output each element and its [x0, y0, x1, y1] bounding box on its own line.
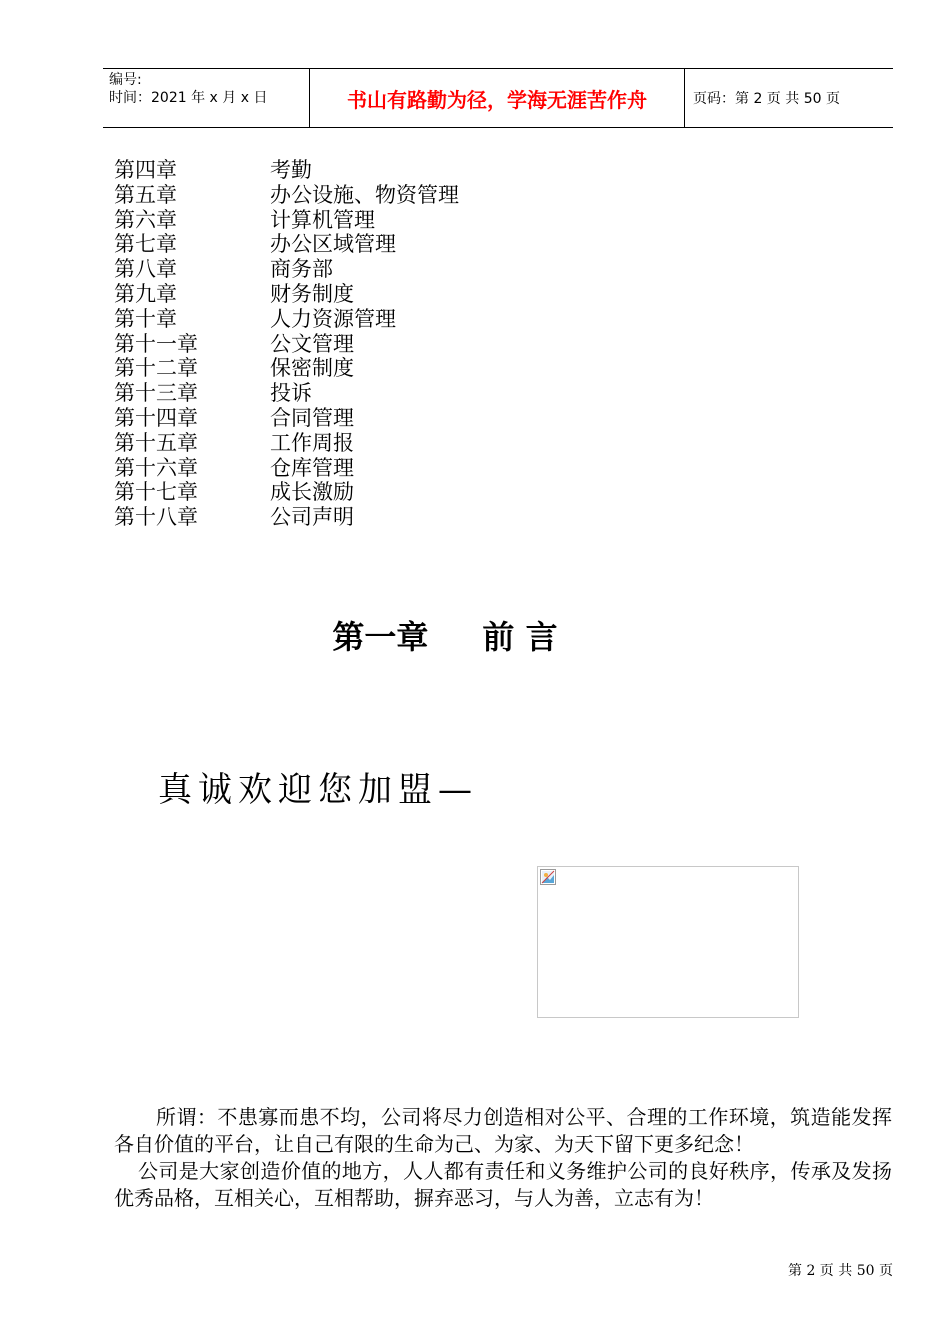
- time-label: 时间：2021 年 x 月 x 日: [109, 90, 268, 106]
- toc-chapter: 第十六章: [114, 455, 198, 480]
- toc-chapter: 第十七章: [114, 480, 198, 505]
- toc-title: 人力资源管理: [270, 306, 396, 331]
- toc-chapter: 第八章: [114, 257, 177, 282]
- toc-chapter: 第十二章: [114, 356, 198, 381]
- welcome-heading: 真诚欢迎您加盟—: [158, 770, 478, 810]
- toc-item: [114, 505, 459, 530]
- body-text: [114, 1104, 892, 1212]
- toc-chapter: 第十三章: [114, 381, 198, 406]
- header-page-info: 页码：第 2 页 共 50 页: [693, 91, 840, 107]
- toc-title: 考勤: [270, 158, 312, 182]
- toc-title: 财务制度: [270, 281, 354, 306]
- toc-chapter: 第十五章: [114, 430, 198, 455]
- header-meta: [103, 69, 310, 127]
- toc-item: [114, 431, 459, 456]
- toc-title: 计算机管理: [270, 207, 375, 232]
- toc-item: [114, 456, 459, 481]
- toc-chapter: 第九章: [114, 281, 177, 306]
- toc-item: [114, 208, 459, 233]
- toc-title: 公司声明: [270, 505, 354, 530]
- toc-item: [114, 183, 459, 208]
- toc-item: [114, 332, 459, 357]
- toc-title: 仓库管理: [270, 455, 354, 480]
- toc-item: [114, 406, 459, 431]
- toc-title: 商务部: [270, 257, 333, 282]
- section-chapter: 第一章: [332, 618, 429, 656]
- paragraph: 所谓：不患寡而患不均，公司将尽力创造相对公平、合理的工作环境，筑造能发挥各自价值的平台，让自己有限的生命为己、为家、为天下留下更多纪念！: [114, 1105, 892, 1156]
- toc-item: [114, 356, 459, 381]
- toc-chapter: 第六章: [114, 207, 177, 232]
- toc-chapter: 第十四章: [114, 405, 198, 430]
- toc-item: [114, 282, 459, 307]
- toc-chapter: 第五章: [114, 182, 177, 207]
- toc-item: [114, 307, 459, 332]
- toc-title: 办公设施、物资管理: [270, 182, 459, 207]
- toc-chapter: 第十八章: [114, 505, 198, 530]
- toc-title: 工作周报: [270, 430, 354, 455]
- table-of-contents: [114, 158, 459, 530]
- toc-chapter: 第十章: [114, 306, 177, 331]
- toc-chapter: 第四章: [114, 158, 177, 182]
- page-footer: 第 2 页 共 50 页: [788, 1263, 893, 1279]
- section-title: [0, 612, 890, 658]
- toc-title: 保密制度: [270, 356, 354, 381]
- image-placeholder: [537, 866, 799, 1018]
- toc-item: [114, 480, 459, 505]
- toc-item: [114, 158, 459, 183]
- toc-title: 成长激励: [270, 480, 354, 505]
- toc-title: 合同管理: [270, 405, 354, 430]
- toc-item: [114, 257, 459, 282]
- broken-image-icon: [540, 869, 556, 885]
- toc-title: 公文管理: [270, 331, 354, 356]
- toc-chapter: 第十一章: [114, 331, 198, 356]
- paragraph: 公司是大家创造价值的地方，人人都有责任和义务维护公司的良好秩序，传承及发扬优秀品格，互相关心，互相帮助，摒弃恶习，与人为善，立志有为！: [114, 1159, 892, 1210]
- toc-chapter: 第七章: [114, 232, 177, 257]
- toc-title: 投诉: [270, 381, 312, 406]
- toc-item: [114, 381, 459, 406]
- serial-label: 编号:: [109, 72, 142, 88]
- section-name: 前 言: [482, 618, 558, 656]
- toc-title: 办公区域管理: [270, 232, 396, 257]
- header-motto: 书山有路勤为径，学海无涯苦作舟: [310, 69, 685, 127]
- page-header: [103, 68, 893, 128]
- toc-item: [114, 232, 459, 257]
